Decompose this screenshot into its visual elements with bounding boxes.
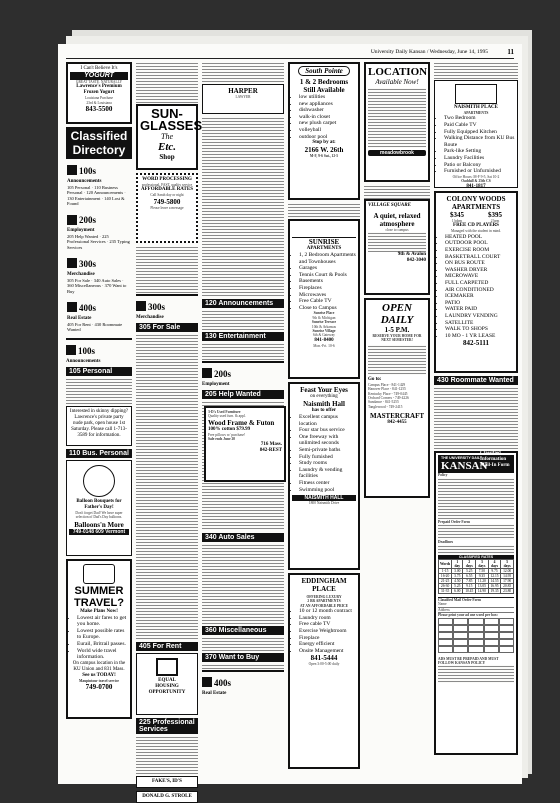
sunglasses-ad: SUN-GLASSES The Etc. Shop [136,104,198,170]
rates-cell: 17.90 [501,579,514,584]
equal-housing-ad: EQUAL HOUSING OPPORTUNITY [136,653,198,715]
col3-text-ent [202,343,284,361]
rates-cell: 14.95 [501,574,514,579]
word-box[interactable] [499,618,514,625]
yogurt-line2: Frozen Yogurt [83,90,115,96]
rates-header-cell: 2 days [463,560,476,569]
south-pointe-ad: South Pointe 1 & 2 Bedrooms Still Available • low utilities • new appliances • dishwasher • walk-in closet • new plush carpet • volleyball • outdoor pool Stop by at: 2166 W. 26th M-F, 9-6 Sat., 12-5 [288,62,360,200]
word-box[interactable] [499,646,514,653]
word-box[interactable] [438,632,453,639]
rates-cell: 5.25 [452,584,463,589]
rates-header-cell: 4 days [488,560,501,569]
rates-cell: 16-20 [439,574,452,579]
naismith-list: • Excellent campus location • Four star bus service • One freeway with unlimited seconds • Semi-private baths • Fully furnished • Study rooms • Laundry & vending facilities • Fitness center • Swimming pool [292,414,356,493]
dir-300: 300s Merchandise 305 For Sale · 340 Auto Sales · 360 Miscellaneous · 370 Want to Buy [67,259,127,294]
dir-100: 100s Announcements 105 Personal · 110 Business Personal · 120 Announcements · 130 Entertainment · 140 Lost & Found [67,166,126,206]
announcements-header: 100s Announcements [66,338,132,365]
employment-header: 200s Employment [202,361,284,388]
word-box[interactable] [438,618,453,625]
classified-title: Classified [70,129,128,143]
col3-text-auto [202,544,284,624]
yogurt-line1: Lawrence's Premium [76,84,122,90]
yogurt-line4: 23rd & Louisiana [86,100,112,105]
rates-cell: 9.15 [463,584,476,589]
rates-cell: 3.75 [452,574,463,579]
yogurt-phone: 843-5500 [85,105,113,114]
page-number: 11 [507,48,514,56]
col3-text-a [202,117,284,297]
section-auto-sales: 340 Auto Sales [202,533,284,542]
section-help-wanted: 205 Help Wanted [202,390,284,399]
word-box[interactable] [499,625,514,632]
travel-bullets: • Lowest air fares to get you home. • Lowest possible rates to Europe. • Eurail, Britrail passes. • World wide travel information. [70,615,128,661]
word-box[interactable] [453,639,468,646]
directory-list [66,159,132,335]
sunrise-logo [292,223,356,238]
megaphone-icon [66,345,76,355]
balloon-icon [83,465,115,497]
meadowbrook-ad: LOCATION Available Now! meadowbrook [364,62,430,182]
colony-list: • HEATED POOL • OUTDOOR POOL • EXERCISE ROOM • BASKETBALL COURT • ON BUS ROUTE • WASHER DRYER • MICROWAVE • FULL CARPETED • AIR CONDITIONED • ICEMAKER • PATIO • WATER PAID • LAUNDRY VENDING • SATELLITE • WALK TO SHOPS • 10 MO - 1 YR LEASE [438,234,514,340]
section-personal: 105 Personal [66,367,132,376]
meadowbrook-text [368,88,426,148]
col2-text-prof [136,736,198,776]
word-box-grid [438,618,514,654]
mastercraft-ad: OPEN DAILY 1-5 P.M. RESERVE YOUR HOME FOR NEXT SEMESTER! Go to: Campus Place - 841-1429 Hanover Place - 841-1255 Kentucky Place - 749-0445 Orchard Corners - 749-4226 Sundance - 841-5255 Tanglewood - 749-2415 MASTERCRAFT 842-4455 [364,298,430,498]
colony-woods-ad: COLONY WOODS APARTMENTS $345 1 bdrm $395 2 brm FREE CD PLAYERS Managed with the student in mind. • HEATED POOL • OUTDOOR POOL • EXERCISE ROOM • BASKETBALL COURT • ON BUS ROUTE • WASHER DRYER • MICROWAVE • FULL CARPETED • AIR CONDITIONED • ICEMAKER • PATIO • WATER PAID • LAUNDRY VENDING • SATELLITE • WALK TO SHOPS • 10 MO - 1 YR LEASE 842-5111 [434,191,518,373]
rates-cell: 9.75 [488,569,501,574]
header-title: University Daily Kansan / Wednesday, June 14, 1995 [370,49,488,55]
word-box[interactable] [453,646,468,653]
yogurt-ad [66,62,132,124]
section-for-rent: 405 For Rent [136,642,198,651]
dating-ad: Interested in skinny dipping? Lawrence's private party nude park, open house 1st Saturday. Please call 1-713-3589 for information. [66,406,132,446]
word-box[interactable] [499,632,514,639]
merchandise-header: 300s Merchandise [136,294,198,321]
section-roommate-wanted: 430 Roommate Wanted [434,376,518,385]
rates-cell: 7.85 [463,579,476,584]
naismith-logo: NAISMITH HALL [292,495,356,501]
mastercraft-text [368,345,426,375]
name-field[interactable]: Name [438,602,514,607]
rates-cell: 14.55 [488,579,501,584]
word-box[interactable] [484,646,499,653]
village-text [368,232,426,252]
word-processing-ad: WORD PROCESSING professional, FAST, quality service AFFORDABLE RATES Call Sarah day or night 749-5800 Please leave a message [136,173,198,243]
section-for-sale: 305 For Sale [136,323,198,332]
deadline-text [438,545,514,555]
section-miscellaneous: 360 Miscellaneous [202,626,284,635]
rates-cell: 11.20 [476,579,489,584]
word-box[interactable] [468,632,483,639]
suitcase-icon [83,564,115,584]
col3-text-ann [202,310,284,330]
personal-text [66,378,132,406]
briefcase-icon [202,368,212,378]
word-box[interactable] [499,639,514,646]
rates-cell: 1-15 [439,569,452,574]
sunrise-list: • 1, 2 Bedroom Apartments and Townhouses • Garages • Tennis Court & Pools • Basements • Fireplaces • Microwaves • Free Cable TV • Close to Campus [292,252,356,311]
col2-text-forsale [136,334,198,640]
house-icon [67,302,77,312]
briefcase-icon [67,215,77,225]
tag-icon [136,301,146,311]
rates-cell: 20.85 [501,584,514,589]
address-field[interactable]: Address [438,608,514,613]
column-4 [288,62,360,778]
page-header [66,48,514,59]
rates-row [439,589,514,594]
col2-text-mid [136,246,198,294]
rates-cell: 14.90 [476,589,489,594]
section-bus-personal: 110 Bus. Personal [66,449,132,458]
rates-table [438,559,514,594]
word-box[interactable] [453,632,468,639]
col3-text-top [202,62,284,84]
rates-cell: 13.05 [476,584,489,589]
donald-strole-ad: DONALD G. STROLE [136,791,198,803]
dir-400: 400s Real Estate 405 For Rent · 430 Roommate Wanted [67,302,123,333]
word-box[interactable] [468,618,483,625]
rates-cell: 23.80 [501,589,514,594]
col4-text-a [288,203,360,219]
word-box[interactable] [438,639,453,646]
word-box[interactable] [484,639,499,646]
harper-lawyer-ad: HARPER LAWYER [202,84,284,114]
word-box[interactable] [438,646,453,653]
word-box[interactable] [453,625,468,632]
sunrise-ad: SUNRISE APARTMENTS • 1, 2 Bedroom Apartments and Townhouses • Garages • Tennis Court & Pools • Basements • Fireplaces • Microwaves • Free Cable TV • Close to Campus Sunrise Place 9th & Michigan Sunrise Terrace 10th & Arkansas Sunrise Village 6th & Gateway 841-8400 Mon.-Fri. 10-6 [288,219,360,379]
classified-directory [66,127,132,159]
rates-cell: 19.35 [488,589,501,594]
word-box[interactable] [453,618,468,625]
word-box[interactable] [484,625,499,632]
rates-cell: 6.55 [463,574,476,579]
rates-cell: 12.15 [488,574,501,579]
col6-text-roommate [434,387,518,451]
house-icon [202,677,212,687]
word-box[interactable] [468,646,483,653]
col6-text-top [434,62,518,80]
section-entertainment: 130 Entertainment [202,332,284,341]
rates-cell: 10.45 [463,589,476,594]
word-box[interactable] [484,618,499,625]
col2-text-top [136,62,198,104]
form-footer-text [438,665,514,683]
naismith-hall-ad: Feast Your Eyes on everything Naismith Hall has to offer • Excellent campus location • Four star bus service • One freeway with unlimited seconds • Semi-private baths • Fully furnished • Study rooms • Laundry & vending facilities • Fitness center • Swimming pool NAISMITH HALL 1800 Naismith Drive [288,382,360,570]
yogurt-line3: Louisiana Purchase [84,96,114,101]
eddingham-ad: EDDINGHAM PLACE OFFERING LUXURY 2 BR APARTMENTS AT AN AFFORDABLE PRICE • 10 or 12 month contract • Laundry room • Free cable TV • Exercise Weightroom • Fireplace • Energy efficient • Onsite Management 841-5444 Open 3:00-5:00 daily [288,573,360,769]
rates-cell: 6.00 [452,589,463,594]
yogurt-logo: YOGURT [70,72,128,80]
rates-header-cell: 1 day [452,560,463,569]
tag-icon [67,258,77,268]
order-text [438,524,514,540]
rates-cell: 7.50 [476,569,489,574]
rates-header-cell: 5 days [501,560,514,569]
policy-text [438,478,514,520]
rates-cell: 16.95 [488,584,501,589]
fakes-ad: FAKE'S, ID'S [136,776,198,788]
naismith-place-list: • Two Bedroom • Paid Cable TV • Fully Equipped Kitchen • Walking Distance from KU Bus Route • Park-like Setting • Laundry Facilities • Patio or Balcony • Furnished or Unfurnished [437,115,515,174]
word-box[interactable] [484,632,499,639]
rates-cell: 21-25 [439,579,452,584]
directory-title: Directory [72,143,126,157]
column-5 [364,62,430,778]
column-6 [434,62,518,778]
rates-cell: 26-30 [439,584,452,589]
rates-header-cell: Words [439,560,452,569]
info-title-wrap: Classified Information Mail-In Form [480,451,510,469]
megaphone-icon [67,165,77,175]
kansan-masthead: THE UNIVERSITY DAILY KANSAN [438,455,514,473]
yogurt-top: I Can't Believe It's [80,66,118,71]
column-1 [66,62,132,778]
column-2 [136,62,203,799]
rates-cell: 12.00 [501,569,514,574]
yogurt-tag: GREAT TASTE. NATURALLY [75,80,123,84]
section-want-to-buy: 370 Want to Buy [202,653,284,662]
village-square-ad: VILLAGE SQUARE A quiet, relaxed atmosphere close to campus 9th & Avalon 842-3040 [364,199,430,295]
naismith-place-ad: NAISMITH PLACE APARTMENTS • Two Bedroom • Paid Cable TV • Fully Equipped Kitchen • Walking Distance from KU Bus Route • Park-like Setting • Laundry Facilities • Patio or Balcony • Furnished or Unfurnished Office Hours: M-F 9-5, Sat 10-2 Oaddall & 25th CS 841-1817 [434,80,518,188]
futon-ad: 3-D's Used Furniture Quality used furn. & appl. Wood Frame & Futon 100% cotton $79.99 Free pillows w/ purchase! Sale ends June 20 716 Mass. 842-REST [204,406,286,482]
rates-cell: 3.00 [452,569,463,574]
rates-cell: 4.50 [452,579,463,584]
dir-200: 200s Employment 205 Help Wanted · 225 Professional Services · 235 Typing Services [67,215,130,250]
colony-prices: $345 1 bdrm $395 2 brm [450,211,502,223]
rates-header-cell: 3 days [476,560,489,569]
rates-cell: 5.25 [463,569,476,574]
col5-text-a [364,185,430,199]
balloon-ad: Balloon Bouquets for Father's Day! Don't forget Dad! We have super selection of Dad's Day balloons. Balloons'n More 749-0148 609 Vermont [66,460,132,556]
kansan-classified-form: THE UNIVERSITY DAILY KANSAN Classified Information Mail-In Form Policy Prepaid Order Form Deadlines CLASSIFIED RATES Words 1 day 2 days 3 days 4 days 5 days 1-15 3.00 5.25 7.50 9.75 12.00 16-20 3.75 6.55 9.35 12.15 14.95 21-25 4.50 7.85 11.20 14.55 17.90 26-30 5.25 9.15 13.05 16.95 20.85 31-35 6.00 10.45 14.90 19.35 23.80 Classified Mail Order Form Name Address Please print your ad one word per box: ADS MUST BE PREPAID AND MUST FOLLOW KANSAN POLICY [434,451,518,755]
rates-cell: 31-35 [439,589,452,594]
building-icon [455,84,497,104]
word-box[interactable] [438,625,453,632]
newspaper-page [58,44,522,799]
word-box[interactable] [468,639,483,646]
eddingham-list: • 10 or 12 month contract • Laundry room • Free cable TV • Exercise Weightroom • Fireplace • Energy efficient • Onsite Management [292,608,356,654]
south-pointe-list: • low utilities • new appliances • dishwasher • walk-in closet • new plush carpet • volleyball • outdoor pool [292,94,356,140]
equal-housing-icon [156,658,178,676]
real-estate-header: 400s Real Estate [202,670,284,697]
word-box[interactable] [468,625,483,632]
col3-text-misc [202,637,284,651]
meadowbrook-logo: meadowbrook [368,150,426,156]
rates-cell: 9.35 [476,574,489,579]
travel-ad: SUMMER TRAVEL? Make Plans Now! • Lowest air fares to get you home. • Lowest possible rates to Europe. • Eurail, Britrail passes. • World wide travel information. On campus location in the KU Union and 831 Mass. See us TODAY! Maupintour travel service 749-0700 [66,559,132,719]
section-professional: 225 Professional Services [136,718,198,734]
section-announcements: 120 Announcements [202,299,284,308]
